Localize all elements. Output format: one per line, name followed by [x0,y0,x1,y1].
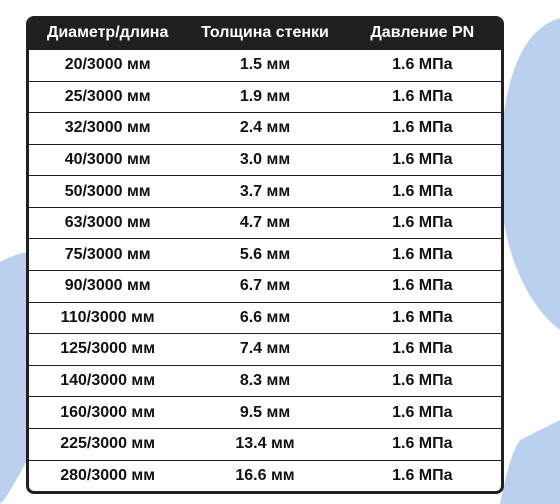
cell-diameter: 280/3000 мм [60,466,156,484]
cell-thickness: 8.3 мм [239,372,291,390]
table-row [29,175,501,207]
cell-thickness: 3.7 мм [239,182,291,200]
table-row [29,81,501,113]
table-row [29,144,501,176]
cell-diameter: 50/3000 мм [64,182,151,200]
cell-diameter: 20/3000 мм [64,56,151,74]
cell-pressure: 1.6 МПа [392,151,453,169]
cell-pressure: 1.6 МПа [392,56,453,74]
cell-thickness: 6.6 мм [239,308,291,326]
cell-thickness: 1.5 мм [239,56,291,74]
table-row [29,460,501,492]
cell-pressure: 1.6 МПа [392,466,453,484]
cell-pressure: 1.6 МПа [392,182,453,200]
cell-diameter: 25/3000 мм [64,87,151,105]
cell-pressure: 1.6 МПа [392,214,453,232]
cell-thickness: 5.6 мм [239,245,291,263]
table-row [29,333,501,365]
cell-thickness: 1.9 мм [239,87,291,105]
table-row [29,270,501,302]
table-row [29,207,501,239]
header-wall-thickness: Толщина стенки [201,24,329,41]
header-pressure-pn: Давление PN [370,24,475,41]
cell-diameter: 110/3000 мм [60,308,155,326]
cell-diameter: 125/3000 мм [60,340,156,358]
pipe-spec-table [26,16,504,494]
table-row [29,50,501,81]
table-row [29,428,501,460]
cell-pressure: 1.6 МПа [392,372,453,390]
cell-pressure: 1.6 МПа [392,87,453,105]
cell-pressure: 1.6 МПа [392,245,453,263]
header-diameter-length: Диаметр/длина [46,24,169,41]
cell-diameter: 32/3000 мм [64,119,151,137]
cell-thickness: 4.7 мм [239,214,291,232]
cell-diameter: 90/3000 мм [64,277,151,295]
cell-thickness: 13.4 мм [235,435,295,453]
cell-thickness: 2.4 мм [239,119,291,137]
cell-diameter: 75/3000 мм [64,245,151,263]
cell-diameter: 63/3000 мм [64,214,151,232]
cell-pressure: 1.6 МПа [392,119,453,137]
cell-diameter: 140/3000 мм [60,372,156,390]
cell-pressure: 1.6 МПа [392,435,453,453]
table-row [29,396,501,428]
blob-right [499,18,560,330]
cell-pressure: 1.6 МПа [392,340,453,358]
cell-pressure: 1.6 МПа [392,308,453,326]
cell-pressure: 1.6 МПа [392,277,453,295]
cell-thickness: 9.5 мм [239,403,291,421]
cell-thickness: 7.4 мм [239,340,291,358]
table-row [29,302,501,334]
blob-bottom-right [500,420,560,504]
cell-diameter: 225/3000 мм [60,435,156,453]
cell-diameter: 160/3000 мм [60,403,156,421]
table-row [29,365,501,397]
cell-thickness: 3.0 мм [239,151,291,169]
cell-thickness: 6.7 мм [239,277,291,295]
table-row [29,112,501,144]
cell-diameter: 40/3000 мм [64,151,151,169]
table-body [29,50,501,491]
cell-pressure: 1.6 МПа [392,403,453,421]
table-row [29,238,501,270]
table-header-row [29,16,501,50]
cell-thickness: 16.6 мм [235,466,295,484]
